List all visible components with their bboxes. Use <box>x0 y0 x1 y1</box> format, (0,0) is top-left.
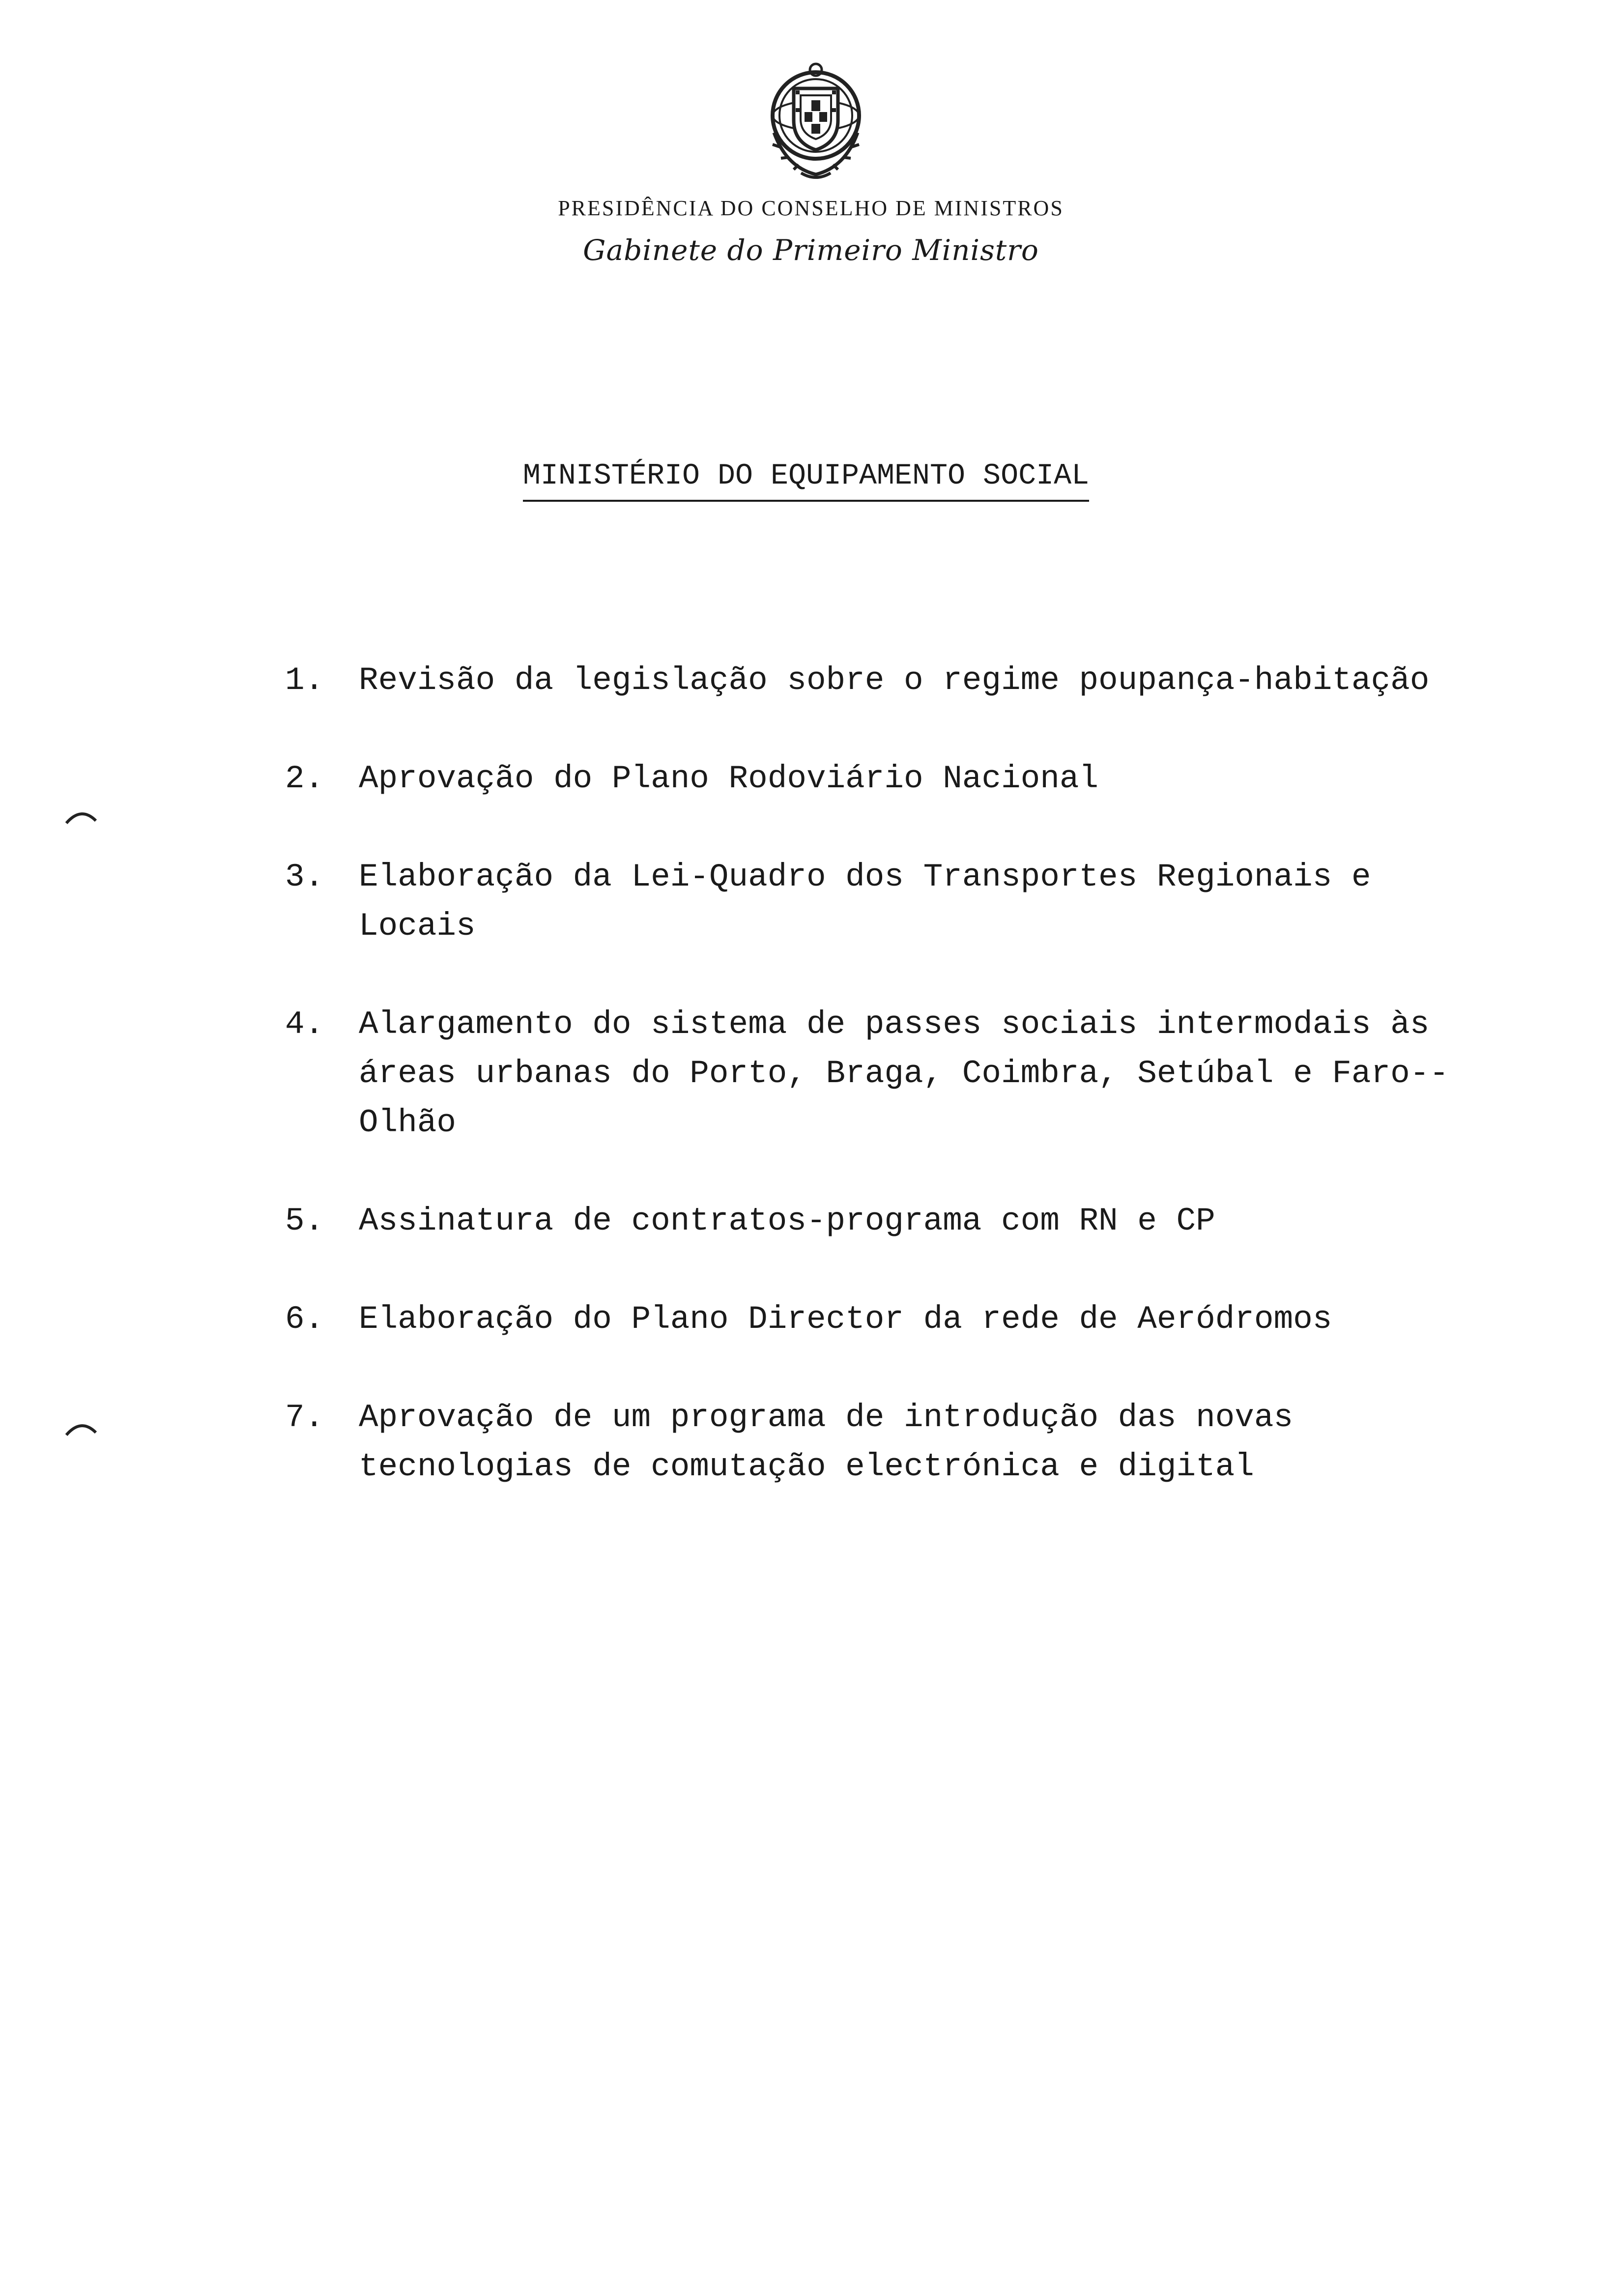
item-text: Elaboração da Lei-Quadro dos Transportes Regionais e Locais <box>359 859 1371 945</box>
list-item <box>285 1000 1504 1148</box>
item-list <box>285 656 1504 1541</box>
item-text: Aprovação do Plano Rodoviário Nacional <box>359 760 1099 797</box>
item-number: 5. <box>285 1203 324 1239</box>
office-name: PRESIDÊNCIA DO CONSELHO DE MINISTROS <box>558 196 1064 220</box>
item-text: Assinatura de contratos-programa com RN e CP <box>359 1203 1215 1239</box>
item-text: Alargamento do sistema de passes sociais intermodais às áreas urbanas do Porto, Braga, Coimbra, Setúbal e Faro--Olhão <box>359 1006 1449 1141</box>
coat-of-arms-icon <box>759 59 872 182</box>
list-item <box>285 656 1504 705</box>
list-item <box>285 1393 1504 1492</box>
list-item <box>285 1197 1504 1246</box>
hole-punch-mark-icon <box>64 1418 98 1437</box>
section-title <box>0 459 1612 493</box>
item-number: 6. <box>285 1301 324 1338</box>
item-number: 3. <box>285 859 324 895</box>
item-text: Aprovação de um programa de introdução das novas tecnologias de comutação electrónica e digital <box>359 1399 1294 1485</box>
cabinet-name: Gabinete do Primeiro Ministro <box>583 233 1039 267</box>
list-item <box>285 754 1504 804</box>
item-number: 2. <box>285 760 324 797</box>
item-text: Elaboração do Plano Director da rede de Aeródromos <box>359 1301 1332 1338</box>
item-number: 1. <box>285 662 324 699</box>
hole-punch-mark-icon <box>64 806 98 826</box>
section-title-text: MINISTÉRIO DO EQUIPAMENTO SOCIAL <box>523 459 1089 502</box>
list-item <box>285 1295 1504 1344</box>
list-item <box>285 853 1504 951</box>
item-number: 7. <box>285 1399 324 1436</box>
item-number: 4. <box>285 1006 324 1043</box>
item-text: Revisão da legislação sobre o regime poupança-habitação <box>359 662 1430 699</box>
